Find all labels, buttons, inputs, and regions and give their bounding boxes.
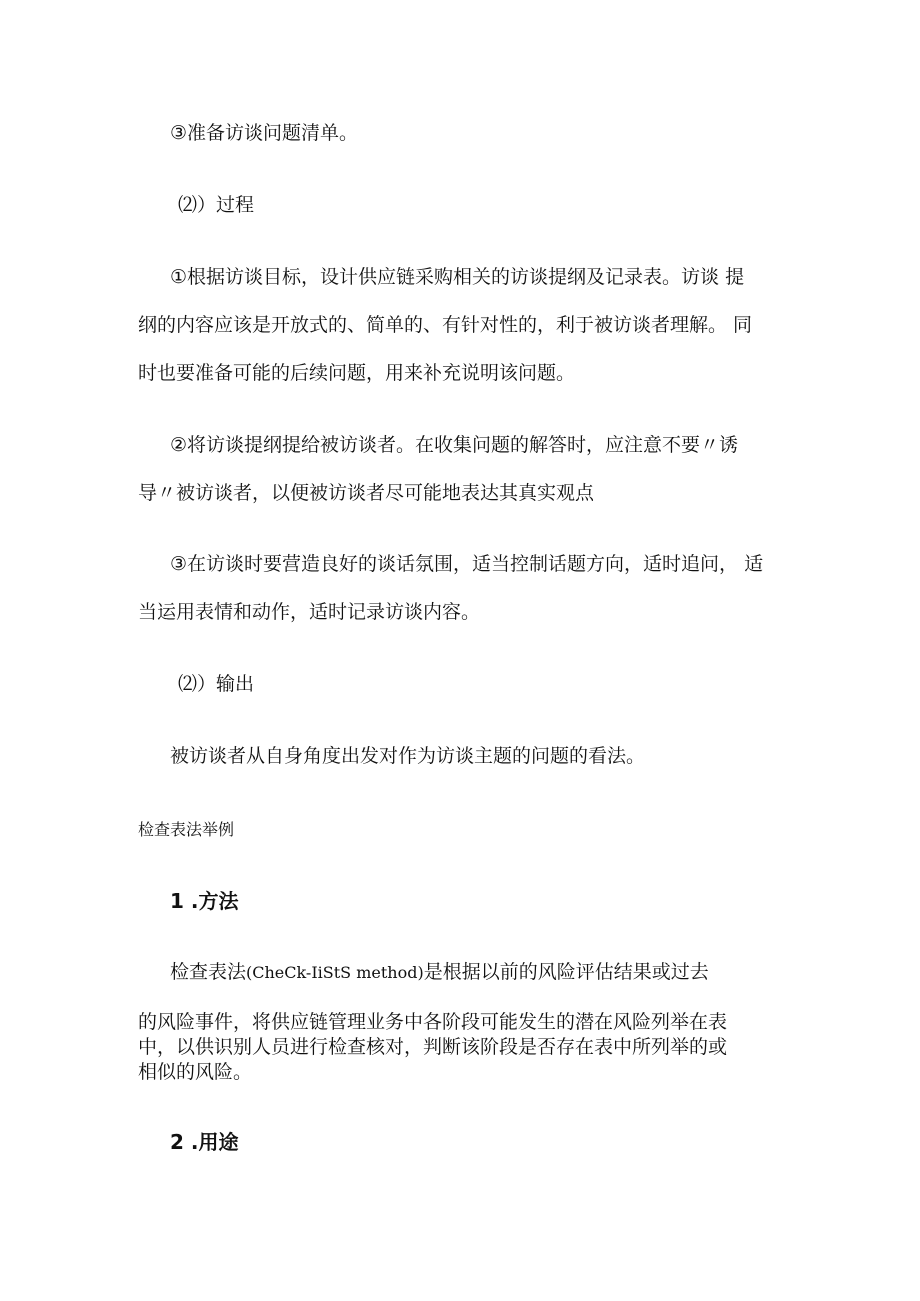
paragraph-line: 导〃被访谈者，以便被访谈者尽可能地表达其真实观点 xyxy=(138,482,595,504)
english-term: (CheCk-IiStS method) xyxy=(246,963,424,982)
paragraph-line: 相似的风险。 xyxy=(138,1061,253,1083)
paragraph-line: ③准备访谈问题清单。 xyxy=(170,122,359,144)
paragraph-line: 时也要准备可能的后续问题，用来补充说明该问题。 xyxy=(138,362,576,384)
heading-usage: 2 .用途 xyxy=(170,1130,239,1154)
paragraph-line: 纲的内容应该是开放式的、简单的、有针对性的，利于被访谈者理解。 同 xyxy=(138,314,753,336)
paragraph-line: ①根据访谈目标，设计供应链采购相关的访谈提纲及记录表。访谈 提 xyxy=(170,266,745,288)
paragraph-line: 被访谈者从自身角度出发对作为访谈主题的问题的看法。 xyxy=(170,745,646,767)
text-segment: 检查表法 xyxy=(170,961,247,983)
paragraph-line: 中，以供识别人员进行检查核对，判断该阶段是否存在表中所列举的或 xyxy=(138,1036,728,1058)
subheading-process: ⑵）过程 xyxy=(178,194,255,216)
paragraph-line: ③在访谈时要营造良好的谈话氛围，适当控制话题方向，适时追问， 适 xyxy=(170,553,764,575)
paragraph-line: 当运用表情和动作，适时记录访谈内容。 xyxy=(138,601,481,623)
section-title: 检查表法举例 xyxy=(138,820,235,839)
paragraph-line xyxy=(170,960,709,985)
text-segment: 是根据以前的风险评估结果或过去 xyxy=(423,961,709,983)
paragraph-line: 的风险事件，将供应链管理业务中各阶段可能发生的潜在风险列举在表 xyxy=(138,1011,728,1033)
paragraph-line: ②将访谈提纲提给被访谈者。在收集问题的解答时，应注意不要〃诱 xyxy=(170,434,739,456)
heading-method: 1 .方法 xyxy=(170,889,239,913)
subheading-output: ⑵）输出 xyxy=(178,673,255,695)
